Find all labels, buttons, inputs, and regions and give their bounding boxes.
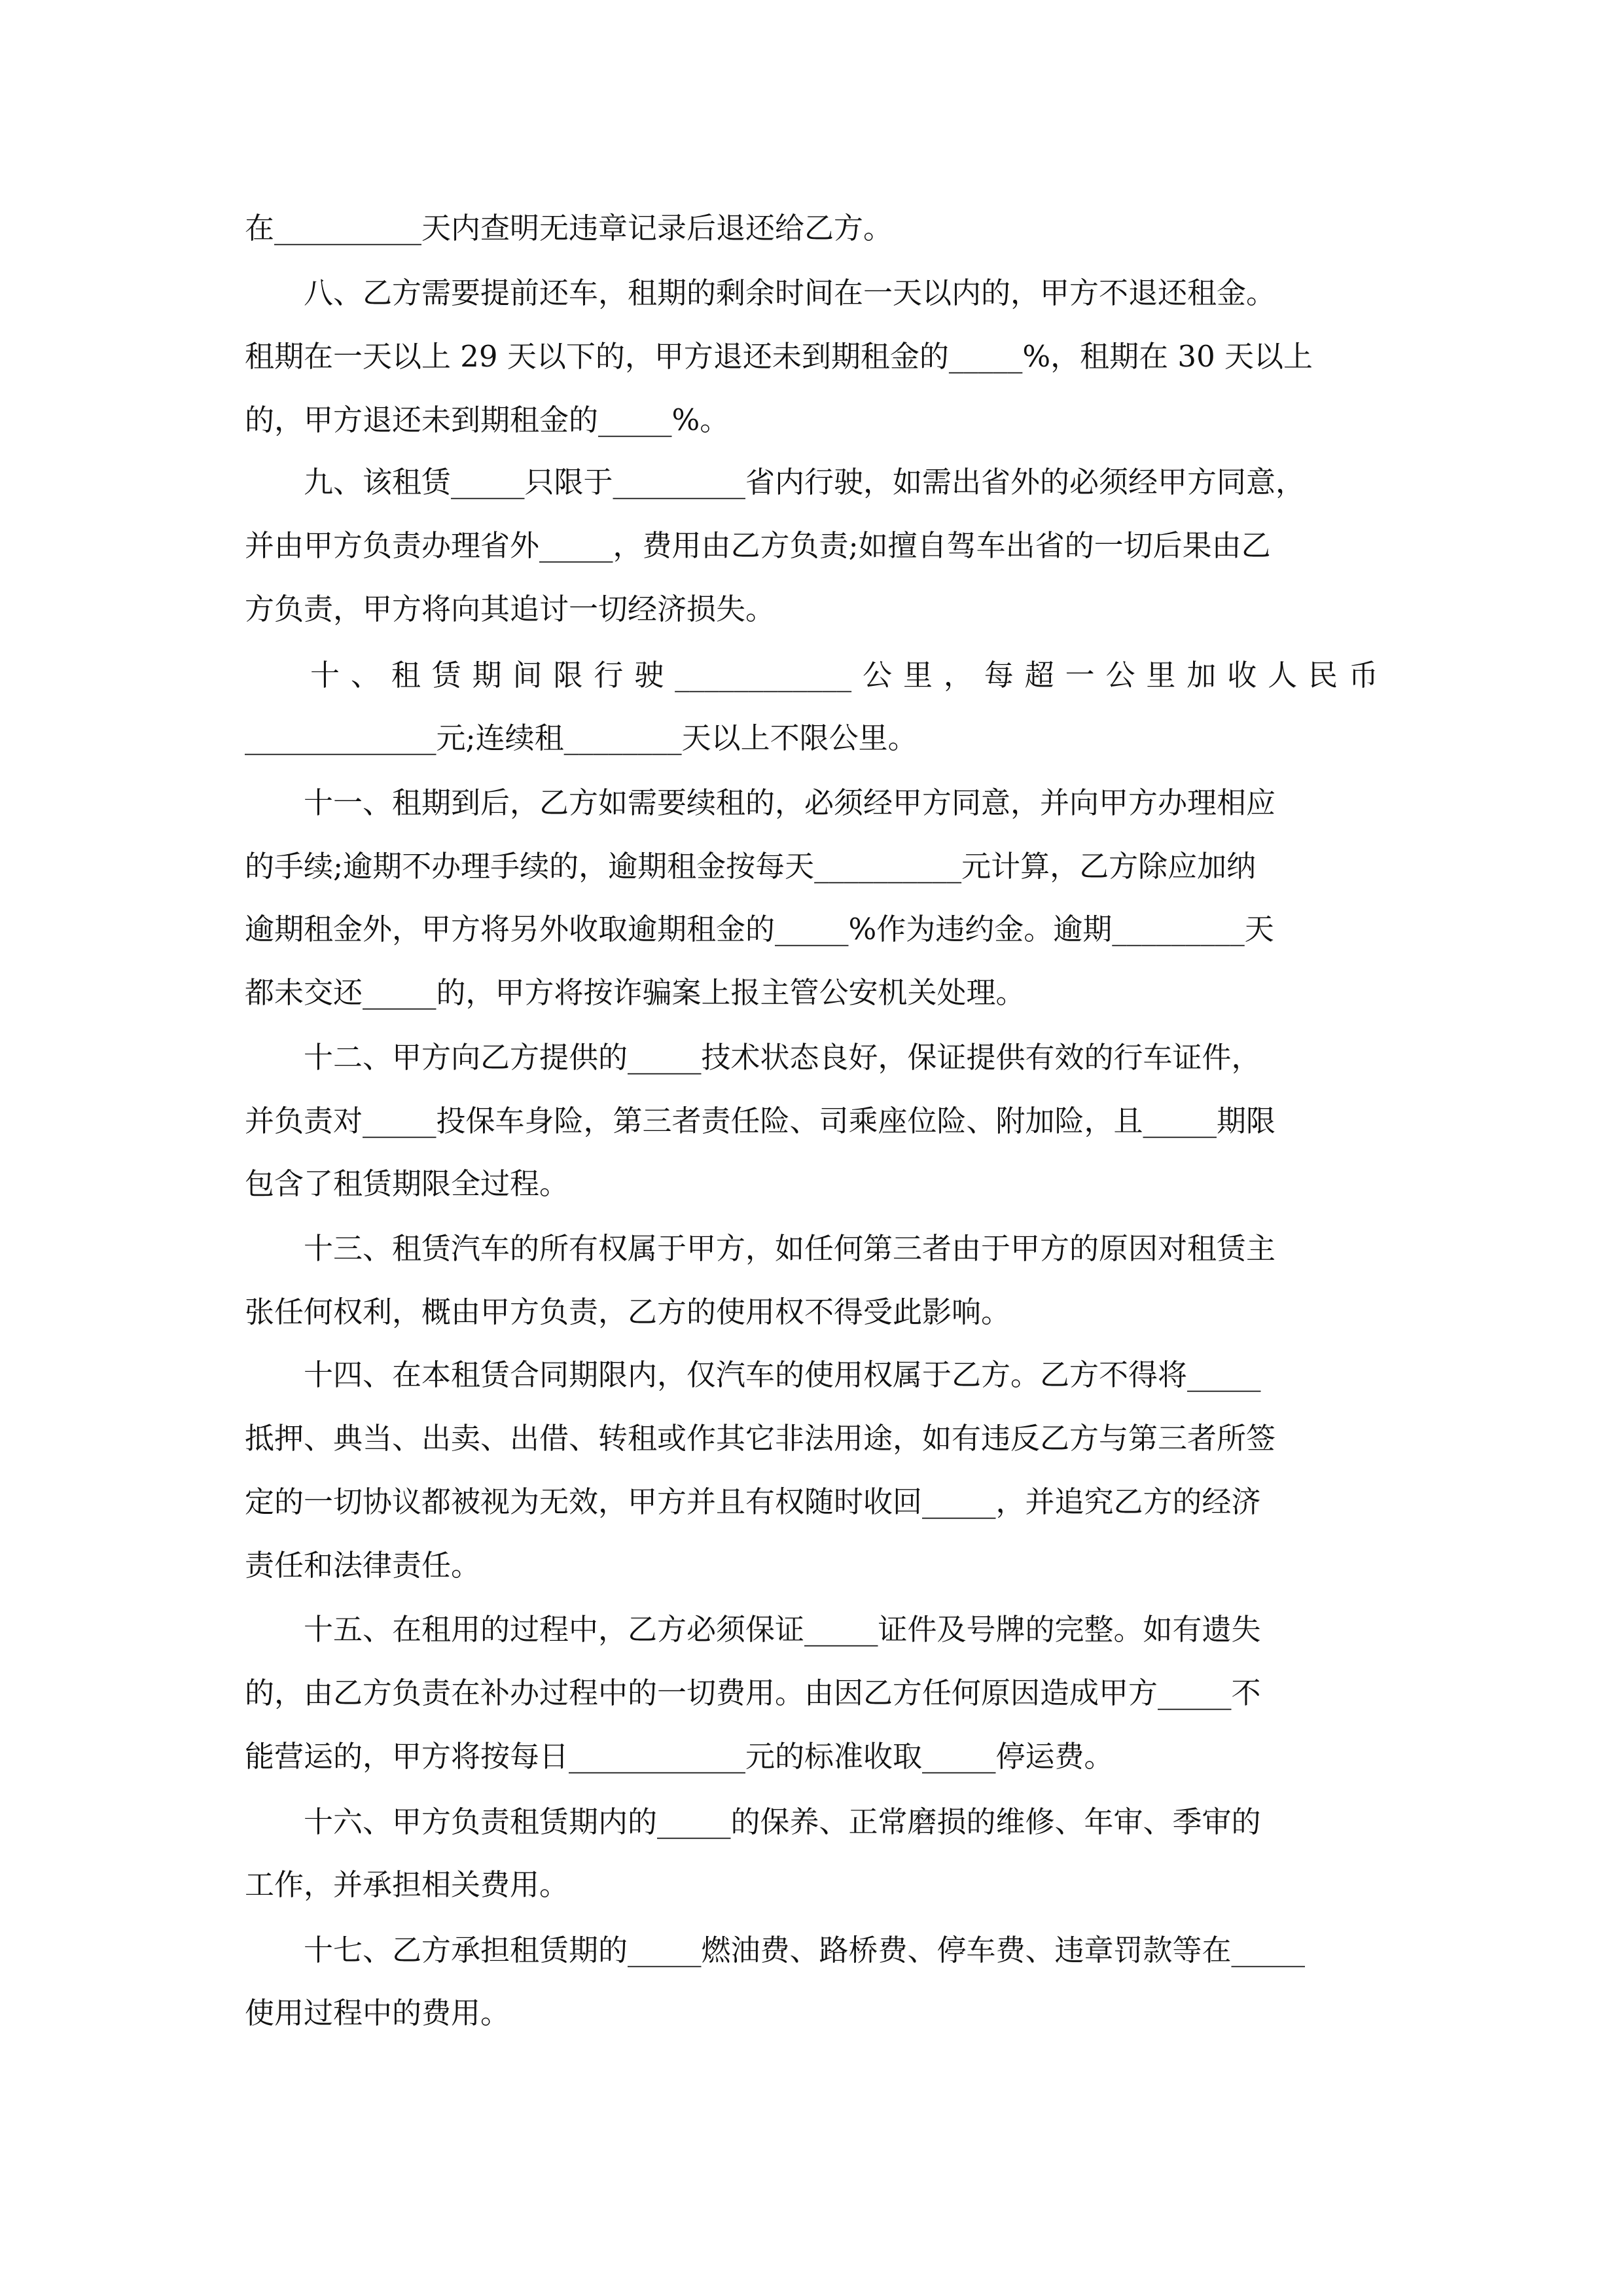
text-line-18: 张任何权利，概由甲方负责，乙方的使用权不得受此影响。 [245,1295,1011,1329]
text-line-12: 逾期租金外，甲方将另外收取逾期租金的_____%作为违约金。逾期_________天 [245,912,1274,946]
text-line-26: 十六、甲方负责租赁期内的_____的保养、正常磨损的维修、年审、季审的 [245,1804,1261,1839]
text-line-14: 十二、甲方向乙方提供的_____技术状态良好，保证提供有效的行车证件， [245,1040,1261,1075]
text-line-7: 方负责，甲方将向其追讨一切经济损失。 [245,592,776,626]
line-glyph: 公 [1105,658,1135,692]
text-line-15: 并负责对_____投保车身险，第三者责任险、司乘座位险、附加险，且_____期限 [245,1103,1276,1138]
line-glyph: 限 [553,658,583,692]
text-line-20: 抵押、典当、出卖、出借、转租或作其它非法用途，如有违反乙方与第三者所签 [245,1421,1276,1456]
text-line-29: 使用过程中的费用。 [245,1996,510,2030]
line-glyph: 公 [863,658,893,692]
text-line-25: 能营运的，甲方将按每日____________元的标准收取_____停运费。 [245,1739,1114,1774]
line-glyph: 一 [1065,658,1095,692]
line-glyph: 驶 [634,658,664,692]
text-line-1: 在__________天内查明无违章记录后退还给乙方。 [245,211,893,245]
text-line-2: 八、乙方需要提前还车，租期的剩余时间在一天以内的，甲方不退还租金。 [245,276,1276,310]
line-glyph: 里 [1146,658,1176,692]
line-glyph: 每 [984,658,1014,692]
text-line-21: 定的一切协议都被视为无效，甲方并且有权随时收回_____，并追究乙方的经济 [245,1484,1261,1519]
text-line-8 [245,649,1378,702]
text-line-5: 九、该租赁_____只限于_________省内行驶，如需出省外的必须经甲方同意， [245,465,1306,499]
line-glyph: 行 [594,658,624,692]
line-glyph: 人 [1268,658,1298,692]
text-line-22: 责任和法律责任。 [245,1548,481,1583]
text-line-6: 并由甲方负责办理省外_____，费用由乙方负责;如擅自驾车出省的一切后果由乙 [245,528,1271,563]
text-line-28: 十七、乙方承担租赁期的_____燃油费、路桥费、停车费、违章罚款等在_____ [245,1933,1306,1967]
line-glyph: 赁 [431,658,461,692]
line-glyph: 加 [1186,658,1217,692]
text-line-16: 包含了租赁期限全过程。 [245,1166,569,1201]
text-line-23: 十五、在租用的过程中，乙方必须保证_____证件及号牌的完整。如有遗失 [245,1612,1261,1647]
line-glyph: 、 [350,658,380,692]
line-glyph: 收 [1227,658,1257,692]
line-glyph: 超 [1024,658,1054,692]
line-glyph: 间 [512,658,543,692]
text-line-3: 租期在一天以上 29 天以下的，甲方退还未到期租金的_____%，租期在 30 天以上 [245,339,1313,374]
line-glyph: 里 [902,658,933,692]
text-line-19: 十四、在本租赁合同期限内，仅汽车的使用权属于乙方。乙方不得将_____ [245,1357,1261,1392]
line-glyph: 民 [1308,658,1338,692]
text-line-24: 的，由乙方负责在补办过程中的一切费用。由因乙方任何原因造成甲方_____不 [245,1676,1261,1710]
line-glyph: 币 [1348,658,1378,692]
text-line-13: 都未交还_____的，甲方将按诈骗案上报主管公安机关处理。 [245,975,1026,1010]
text-line-9: _____________元;连续租________天以上不限公里。 [245,721,918,755]
text-line-10: 十一、租期到后，乙方如需要续租的，必须经甲方同意，并向甲方办理相应 [245,785,1276,820]
line-glyph: 租 [391,658,421,692]
text-line-11: 的手续;逾期不办理手续的，逾期租金按每天__________元计算，乙方除应加纳 [245,849,1257,884]
text-line-4: 的，甲方退还未到期租金的_____%。 [245,403,730,437]
line-glyph: 十 [310,658,340,692]
text-line-17: 十三、租赁汽车的所有权属于甲方，如任何第三者由于甲方的原因对租赁主 [245,1231,1276,1266]
text-line-27: 工作，并承担相关费用。 [245,1867,569,1902]
line-glyph: ____________ [675,658,852,692]
line-glyph: 期 [472,658,502,692]
line-glyph: ， [943,658,973,692]
